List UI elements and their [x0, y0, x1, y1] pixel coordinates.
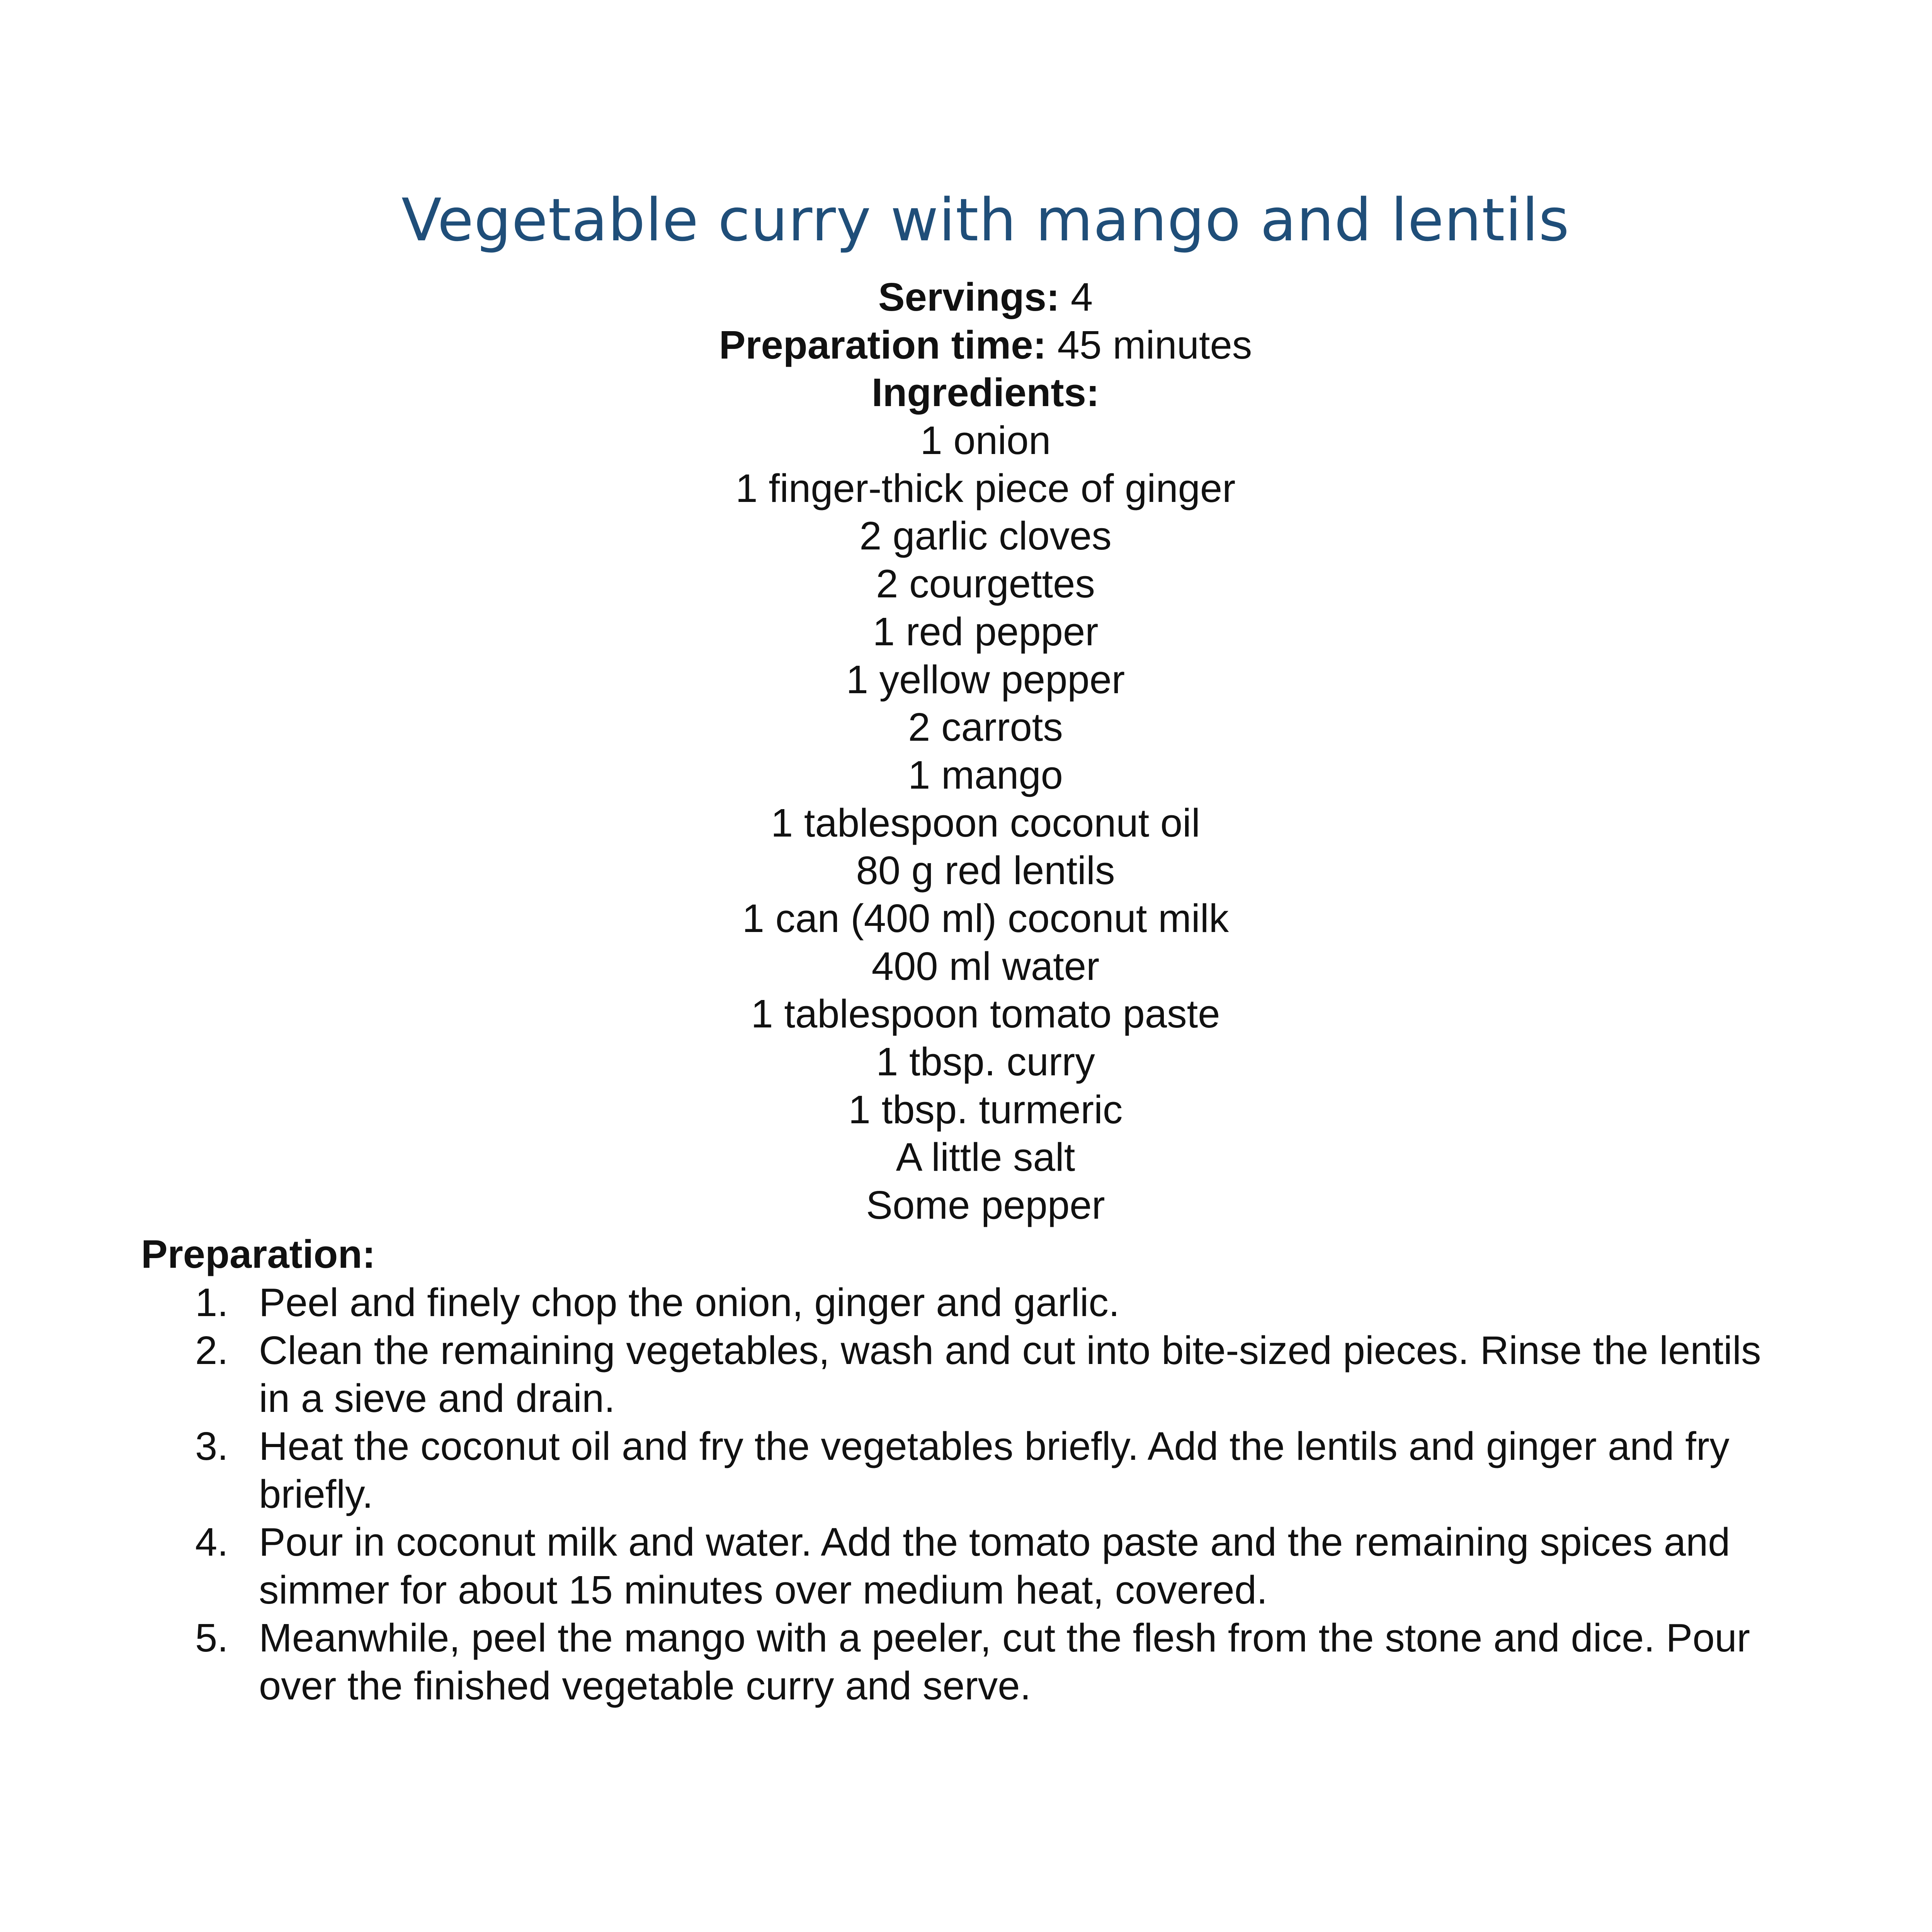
ingredient-item: A little salt — [896, 1135, 1075, 1180]
step-text: Pour in coconut milk and water. Add the tomato paste and the remaining spices and simmer for about 15 minutes over medium heat, covered. — [259, 1520, 1730, 1612]
ingredient-item: 1 tablespoon tomato paste — [751, 992, 1220, 1036]
step-number: 4. — [195, 1520, 228, 1564]
ingredient-item: 1 tablespoon coconut oil — [771, 800, 1200, 845]
servings-label: Servings: — [878, 275, 1060, 319]
preparation-step — [0, 1279, 1774, 1327]
ingredient-item: 2 courgettes — [876, 561, 1095, 606]
step-number: 1. — [195, 1280, 228, 1325]
step-text: Heat the coconut oil and fry the vegetables briefly. Add the lentils and ginger and fry briefly. — [259, 1424, 1730, 1516]
step-text: Clean the remaining vegetables, wash and cut into bite-sized pieces. Rinse the lentils in a sieve and drain. — [259, 1328, 1761, 1420]
ingredient-item: 1 mango — [908, 752, 1063, 797]
ingredient-item: 1 tbsp. turmeric — [848, 1087, 1123, 1132]
preparation-heading: Preparation: — [141, 1232, 376, 1276]
preparation-step — [0, 1518, 1774, 1614]
ingredient-item: 80 g red lentils — [856, 848, 1115, 893]
ingredient-item: 1 finger-thick piece of ginger — [735, 466, 1236, 510]
servings-line — [0, 273, 1932, 321]
preparation-step — [0, 1327, 1774, 1422]
step-text: Meanwhile, peel the mango with a peeler, cut the flesh from the stone and dice. Pour over the finished vegetable curry and serve. — [259, 1616, 1750, 1708]
prep-time-label: Preparation time: — [719, 322, 1046, 367]
ingredient-item: Some pepper — [866, 1183, 1105, 1228]
ingredients-heading: Ingredients: — [871, 370, 1100, 415]
ingredient-item: 1 tbsp. curry — [876, 1039, 1095, 1084]
step-number: 2. — [195, 1328, 228, 1372]
recipe-summary — [0, 273, 1932, 1229]
servings-value: 4 — [1070, 275, 1093, 319]
prep-time-value: 45 minutes — [1057, 322, 1252, 367]
ingredient-item: 2 carrots — [908, 705, 1063, 750]
preparation-steps — [0, 1279, 1932, 1710]
step-number: 5. — [195, 1616, 228, 1660]
prep-time-line — [0, 321, 1932, 369]
ingredient-item: 2 garlic cloves — [859, 514, 1112, 558]
step-text: Peel and finely chop the onion, ginger and garlic. — [259, 1280, 1120, 1325]
ingredient-item: 1 onion — [920, 418, 1051, 463]
ingredient-item: 400 ml water — [871, 944, 1100, 988]
ingredient-item: 1 red pepper — [872, 609, 1099, 654]
ingredient-item: 1 can (400 ml) coconut milk — [742, 896, 1229, 940]
recipe-title: Vegetable curry with mango and lentils — [401, 186, 1570, 254]
step-number: 3. — [195, 1424, 228, 1468]
preparation-step — [0, 1614, 1774, 1710]
ingredient-item: 1 yellow pepper — [846, 657, 1125, 702]
preparation-step — [0, 1422, 1774, 1518]
